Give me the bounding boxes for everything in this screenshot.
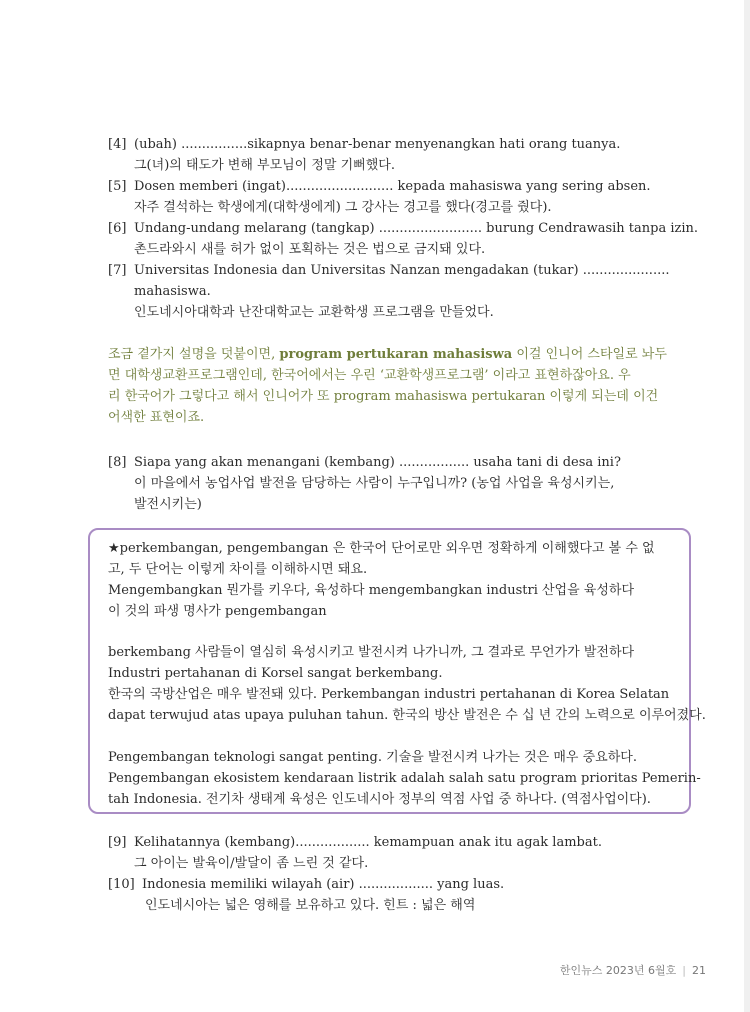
item-6-sentence: Undang-undang melarang (tangkap) ......................... burung Cendrawasih tanpa izin. <box>134 221 699 236</box>
item-10-sentence: Indonesia memiliki wilayah (air) .................. yang luas. <box>142 877 505 892</box>
item-8-translation: 이 마을에서 농업사업 발전을 담당하는 사람이 누구입니까? (농업 사업을 육성시키는, <box>134 476 615 491</box>
note-line-5: berkembang 사람들이 열심히 육성시키고 발전시켜 나가니까, 그 결과로 무언가가 발전하다 <box>108 645 635 660</box>
item-8-translation-cont: 발전시키는) <box>134 497 202 512</box>
page-edge <box>744 0 750 1012</box>
note-line-1: ★perkembangan, pengembangan 은 한국어 단어로만 외우면 정확하게 이해했다고 볼 수 없 <box>108 541 655 556</box>
explanation-text: 조금 곁가지 설명을 덧붙이면, <box>108 347 276 362</box>
item-10-translation: 인도네시아는 넓은 영해를 보유하고 있다. 힌트 : 넓은 해역 <box>145 898 476 913</box>
note-line-9: Pengembangan teknologi sangat penting. 기술을 발전시켜 나가는 것은 매우 중요하다. <box>108 750 637 765</box>
item-8-sentence: Siapa yang akan menangani (kembang) ................. usaha tani di desa ini? <box>134 455 621 470</box>
item-5-translation: 자주 결석하는 학생에게(대학생에게) 그 강사는 경고를 했다(경고를 줬다). <box>134 200 552 215</box>
item-7-translation: 인도네시아대학과 난잔대학교는 교환학생 프로그램을 만들었다. <box>134 305 494 320</box>
item-4-translation: 그(녀)의 태도가 변해 부모님이 정말 기뻐했다. <box>134 158 395 173</box>
item-9-translation: 그 아이는 발육이/발달이 좀 느린 것 같다. <box>134 856 369 871</box>
explanation-line-2: 면 대학생교환프로그램인데, 한국어에서는 우린 ‘교환학생프로그램’ 이라고 표현하잖아요. 우 <box>108 368 631 383</box>
page-footer <box>0 962 706 978</box>
item-9-number: [9] <box>108 835 127 850</box>
item-5-number: [5] <box>108 179 127 194</box>
explanation-line-3: 리 한국어가 그렇다고 해서 인니어가 또 program mahasiswa pertukaran 이렇게 되는데 이건 <box>108 389 659 404</box>
note-line-3: Mengembangkan 뭔가를 키우다, 육성하다 mengembangkan industri 산업을 육성하다 <box>108 583 635 598</box>
note-line-2: 고, 두 단어는 이렇게 차이를 이해하시면 돼요. <box>108 562 368 577</box>
explanation-line-1 <box>108 346 667 364</box>
item-5-sentence: Dosen memberi (ingat).......................... kepada mahasiswa yang sering absen. <box>134 179 651 194</box>
note-line-7: 한국의 국방산업은 매우 발전돼 있다. Perkembangan industri pertahanan di Korea Selatan <box>108 687 670 702</box>
item-6-number: [6] <box>108 221 127 236</box>
note-line-8: dapat terwujud atas upaya puluhan tahun. 한국의 방산 발전은 수 십 년 간의 노력으로 이루어졌다. <box>108 708 706 723</box>
item-4-number: [4] <box>108 137 127 152</box>
note-line-11: tah Indonesia. 전기차 생태계 육성은 인도네시아 정부의 역점 사업 중 하나다. (역점사업이다). <box>108 792 651 807</box>
item-6-translation: 촌드라와시 새를 허가 없이 포획하는 것은 법으로 금지돼 있다. <box>134 242 486 257</box>
item-7-sentence: Universitas Indonesia dan Universitas Nanzan mengadakan (tukar) ..................... <box>134 263 670 278</box>
publication-name: 한인뉴스 2023년 6월호 <box>559 964 677 977</box>
note-line-10: Pengembangan ekosistem kendaraan listrik adalah salah satu program prioritas Pemerin- <box>108 771 701 786</box>
item-4-sentence: (ubah) ................sikapnya benar-benar menyenangkan hati orang tuanya. <box>134 137 621 152</box>
item-7-sentence-cont: mahasiswa. <box>134 284 211 299</box>
note-line-4: 이 것의 파생 명사가 pengembangan <box>108 604 327 619</box>
note-line-6: Industri pertahanan di Korsel sangat berkembang. <box>108 666 443 681</box>
page-number: 21 <box>692 964 706 977</box>
item-10-number: [10] <box>108 877 135 892</box>
explanation-highlight: program pertukaran mahasiswa <box>279 347 513 362</box>
explanation-line-4: 어색한 표현이죠. <box>108 410 205 425</box>
footer-divider: | <box>682 964 686 977</box>
item-7-number: [7] <box>108 263 127 278</box>
explanation-text: 이걸 인니어 스타일로 놔두 <box>516 347 667 362</box>
item-8-number: [8] <box>108 455 127 470</box>
item-9-sentence: Kelihatannya (kembang).................. kemampuan anak itu agak lambat. <box>134 835 602 850</box>
